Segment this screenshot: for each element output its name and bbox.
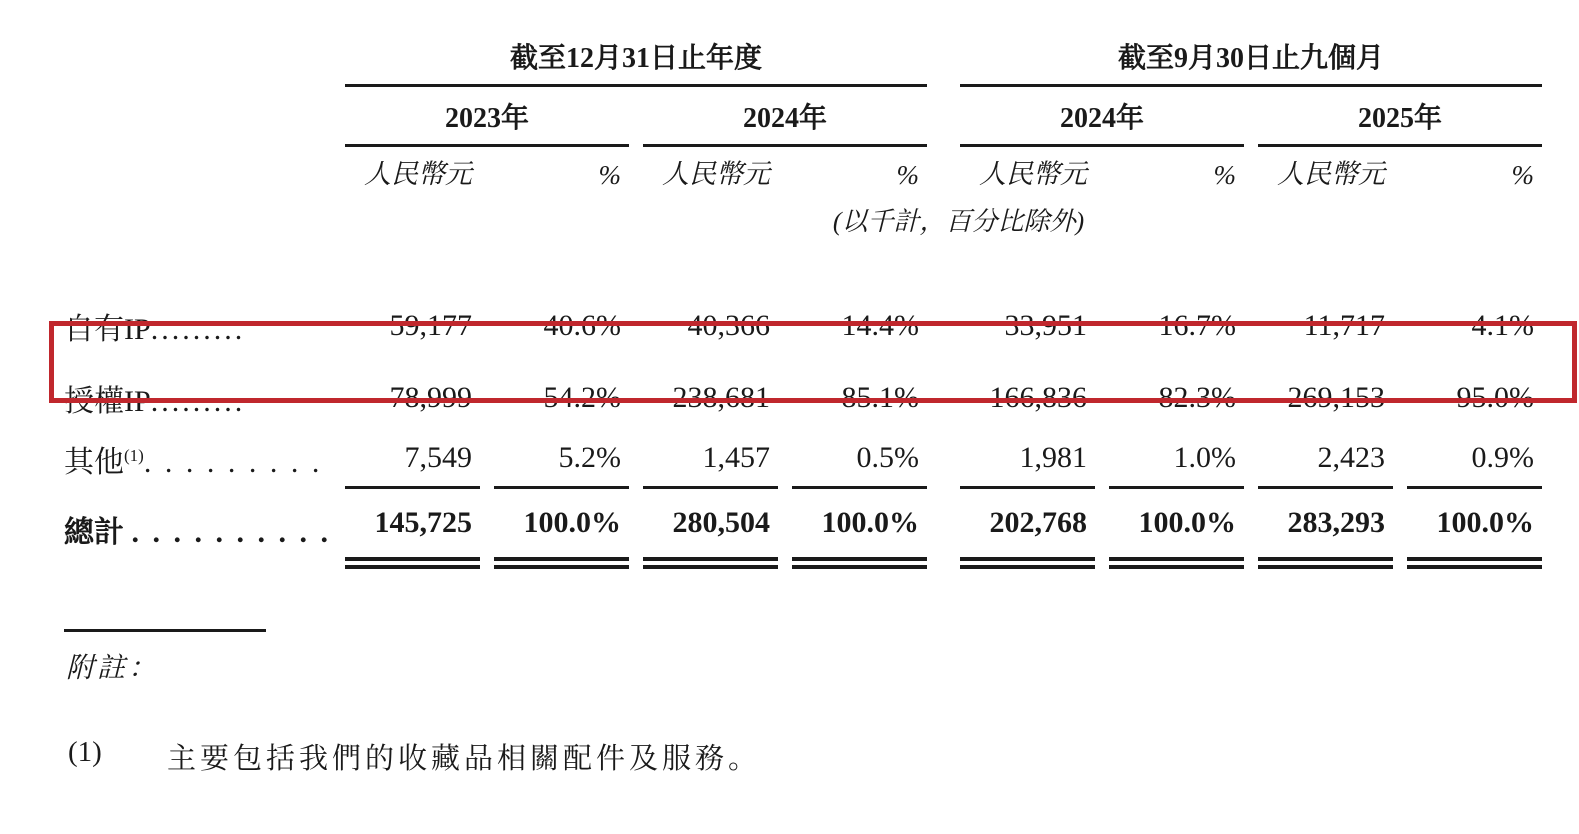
total-value-cell: 100.0% <box>792 489 927 569</box>
rmb-header: 人民幣元 <box>979 159 1087 189</box>
table-row-licensed-ip <box>64 367 1542 429</box>
value-cell: 0.5% <box>792 429 927 489</box>
value-cell: 2,423 <box>1258 429 1393 489</box>
table-row-own-ip <box>64 285 1542 367</box>
year-2024-9m: 2024年 <box>960 87 1244 147</box>
footnote-separator-rule <box>64 629 266 632</box>
footnote-reference: (1) <box>124 446 144 465</box>
dot-leader: . . . . . . . . . <box>143 446 323 479</box>
year-2023: 2023年 <box>345 87 629 147</box>
footnote-marker: (1) <box>68 736 102 768</box>
total-value-cell: 280,504 <box>643 489 778 569</box>
value-cell: 59,177 <box>389 309 472 342</box>
revenue-breakdown-table <box>50 36 1556 569</box>
footnote-text: 主要包括我們的收藏品相關配件及服務。 <box>167 743 762 775</box>
rmb-header: 人民幣元 <box>1277 159 1385 189</box>
table-row-others <box>64 429 1542 489</box>
empty-cell <box>64 147 331 197</box>
dot-leader: ......... <box>150 313 246 346</box>
empty-cell <box>64 197 331 241</box>
column-spacer <box>941 489 946 569</box>
period-group-nine-months: 截至9月30日止九個月 <box>960 36 1542 87</box>
value-cell: 1,981 <box>960 429 1095 489</box>
period-group-year-ended: 截至12月31日止年度 <box>345 36 927 87</box>
value-cell: 40.6% <box>543 309 621 342</box>
total-value-cell: 145,725 <box>345 489 480 569</box>
footnote-item <box>68 736 1579 777</box>
year-2024: 2024年 <box>643 87 927 147</box>
percent-header: % <box>1213 160 1236 190</box>
row-label: 自有IP......... <box>64 313 246 346</box>
year-header-row <box>64 87 1542 147</box>
value-cell: 166,836 <box>989 381 1087 414</box>
value-cell: 33,951 <box>1004 309 1087 342</box>
period-group-header-row <box>64 36 1542 87</box>
percent-header: % <box>896 160 919 190</box>
percent-header: % <box>598 160 621 190</box>
dot-leader: . . . . . . . . . . <box>131 516 331 549</box>
value-cell: 238,681 <box>672 381 770 414</box>
column-spacer <box>941 36 946 87</box>
year-2025-9m: 2025年 <box>1258 87 1542 147</box>
value-cell: 82.3% <box>1158 381 1236 414</box>
column-spacer <box>941 285 946 367</box>
total-value-cell: 202,768 <box>960 489 1095 569</box>
column-spacer <box>941 429 946 489</box>
percent-header: % <box>1511 160 1534 190</box>
value-cell: 95.0% <box>1456 381 1534 414</box>
value-cell: 40,366 <box>687 309 770 342</box>
footnotes-heading: 附註： <box>66 653 160 684</box>
value-cell: 1.0% <box>1109 429 1244 489</box>
value-cell: 0.9% <box>1407 429 1542 489</box>
dot-leader: ......... <box>150 385 246 418</box>
value-cell: 7,549 <box>345 429 480 489</box>
table-row-total <box>64 489 1542 569</box>
total-value-cell: 100.0% <box>1407 489 1542 569</box>
empty-cell <box>64 241 1542 285</box>
empty-cell <box>64 36 331 87</box>
value-cell: 16.7% <box>1158 309 1236 342</box>
value-cell: 4.1% <box>1471 309 1534 342</box>
unit-note-row <box>64 197 1542 241</box>
value-cell: 14.4% <box>841 309 919 342</box>
value-cell: 269,153 <box>1287 381 1385 414</box>
unit-note: (以千計，百分比除外) <box>832 206 1085 236</box>
total-value-cell: 283,293 <box>1258 489 1393 569</box>
value-cell: 78,999 <box>389 381 472 414</box>
column-spacer <box>941 147 946 197</box>
row-label: 其他$^{(1)}$. . . . . . . . . <box>64 446 323 479</box>
total-value-cell: 100.0% <box>494 489 629 569</box>
value-cell: 11,717 <box>1303 309 1385 342</box>
row-label: 總計 . . . . . . . . . . <box>64 516 331 549</box>
value-cell: 54.2% <box>543 381 621 414</box>
rmb-header: 人民幣元 <box>662 159 770 189</box>
unit-header-row <box>64 147 1542 197</box>
rmb-header: 人民幣元 <box>364 159 472 189</box>
column-spacer <box>941 367 946 429</box>
row-label: 授權IP......... <box>64 385 246 418</box>
value-cell: 1,457 <box>643 429 778 489</box>
value-cell: 5.2% <box>494 429 629 489</box>
empty-cell <box>64 87 331 147</box>
spacer-row <box>64 241 1542 285</box>
total-value-cell: 100.0% <box>1109 489 1244 569</box>
value-cell: 85.1% <box>841 381 919 414</box>
column-spacer <box>941 87 946 147</box>
